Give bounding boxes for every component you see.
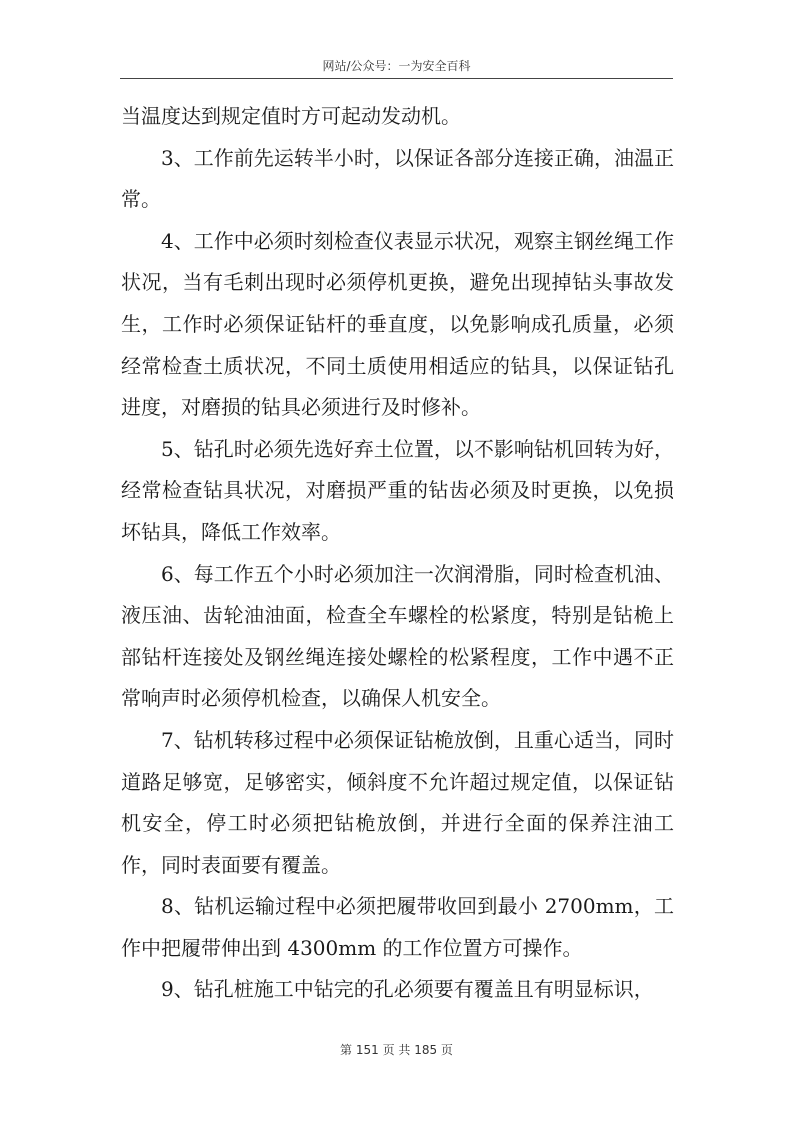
page-header bbox=[120, 58, 673, 74]
header-site-label: 网站/公众号：一为安全百科 bbox=[322, 59, 471, 73]
paragraph-item-3: 3、工作前先运转半小时，以保证各部分连接正确，油温正常。 bbox=[121, 145, 674, 212]
header-divider bbox=[120, 78, 673, 79]
paragraph-item-6: 6、每工作五个小时必须加注一次润滑脂，同时检查机油、液压油、齿轮油油面，检查全车螺栓的松紧度，特别是钻桅上部钻杆连接处及钢丝绳连接处螺栓的松紧程度，工作中遇不正常响声时必须停机检查，以确保人机安全。 bbox=[121, 561, 674, 711]
paragraph-continuation: 当温度达到规定值时方可起动发动机。 bbox=[121, 104, 461, 128]
paragraph-item-8: 8、钻机运输过程中必须把履带收回到最小 2700mm，工作中把履带伸出到 4300mm 的工作位置方可操作。 bbox=[121, 894, 674, 960]
page-number-label: 第 151 页 共 185 页 bbox=[340, 1043, 453, 1057]
paragraph-item-9: 9、钻孔桩施工中钻完的孔必须要有覆盖且有明显标识， bbox=[161, 977, 654, 1002]
paragraph-item-5: 5、钻孔时必须先选好弃土位置，以不影响钻机回转为好，经常检查钻具状况，对磨损严重的钻齿必须及时更换，以免损坏钻具，降低工作效率。 bbox=[121, 436, 674, 544]
document-body bbox=[121, 96, 674, 1011]
paragraph-item-4: 4、工作中必须时刻检查仪表显示状况，观察主钢丝绳工作状况，当有毛刺出现时必须停机更换，避免出现掉钻头事故发生，工作时必须保证钻杆的垂直度，以免影响成孔质量，必须经常检查土质状况，不同土质使用相适应的钻具，以保证钻孔进度，对磨损的钻具必须进行及时修补。 bbox=[121, 228, 674, 420]
paragraph-item-7: 7、钻机转移过程中必须保证钻桅放倒，且重心适当，同时道路足够宽，足够密实，倾斜度不允许超过规定值，以保证钻机安全，停工时必须把钻桅放倒，并进行全面的保养注油工作，同时表面要有覆盖。 bbox=[121, 727, 674, 877]
page-footer bbox=[120, 1041, 673, 1058]
